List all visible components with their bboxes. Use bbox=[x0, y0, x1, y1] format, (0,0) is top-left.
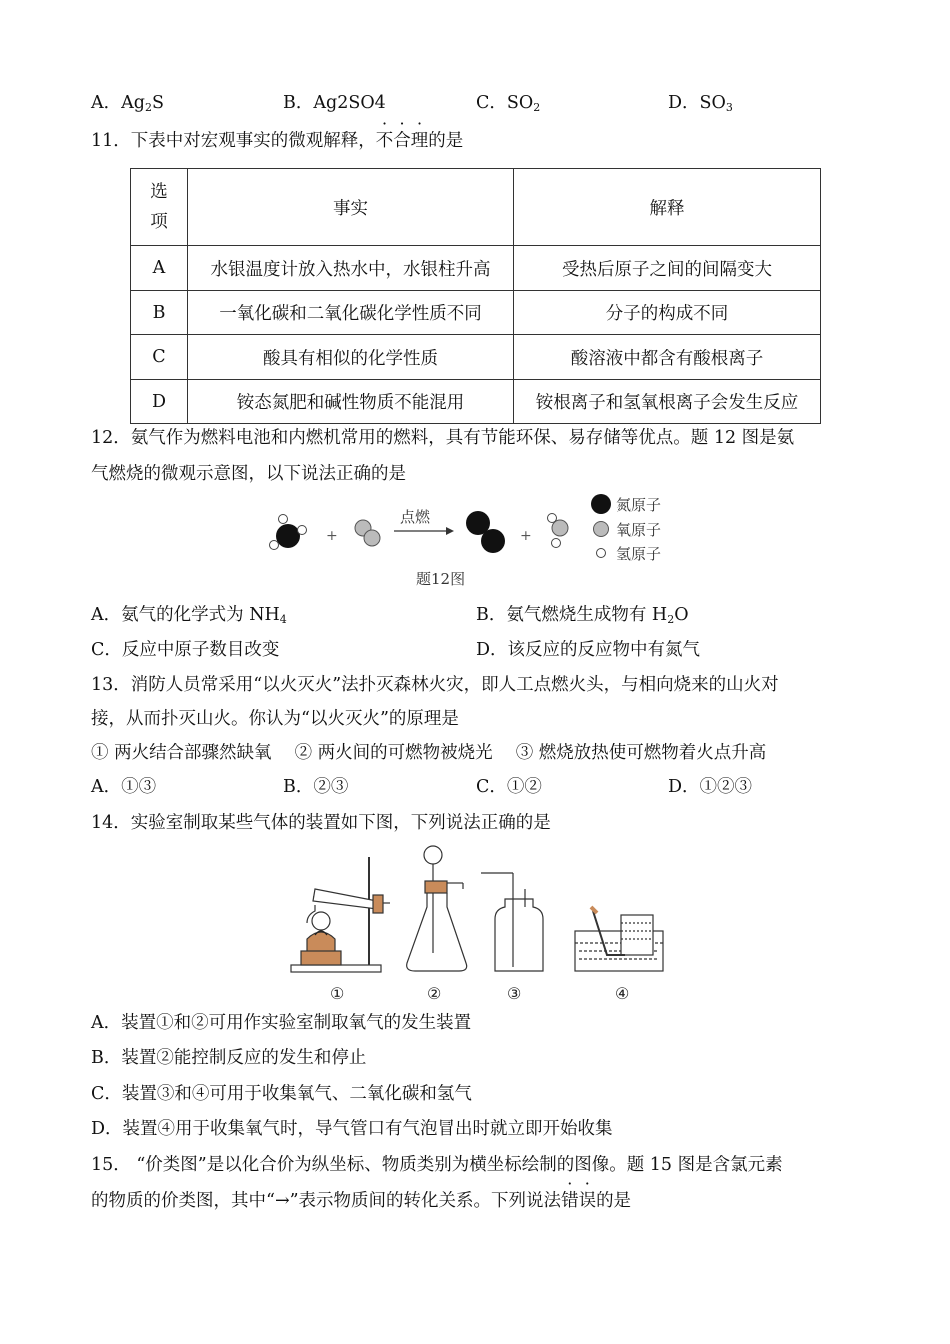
table-row bbox=[131, 335, 821, 380]
table-row bbox=[131, 291, 821, 335]
table-header-row bbox=[131, 169, 821, 246]
cell-fact: 水银温度计放入热水中，水银柱升高 bbox=[188, 246, 514, 291]
q12-option-c: C．反应中原子数目改变 bbox=[91, 640, 280, 660]
oxygen-molecule-icon bbox=[355, 520, 380, 546]
emphasis-char: 合 bbox=[393, 131, 411, 151]
cell-fact: 铵态氮肥和碱性物质不能混用 bbox=[188, 380, 514, 424]
header-fact: 事实 bbox=[188, 169, 514, 246]
cell-explanation: 酸溶液中都含有酸根离子 bbox=[514, 335, 821, 380]
q12-stem-line2: 气燃烧的微观示意图，以下说法正确的是 bbox=[91, 464, 406, 484]
reaction-arrow-icon bbox=[394, 527, 454, 535]
table-row bbox=[131, 246, 821, 291]
legend-nitrogen-label: 氮原子 bbox=[616, 496, 662, 514]
q14-apparatus-figure bbox=[285, 843, 670, 1005]
q12-option-a: A．氨气的化学式为 $NH_4$ bbox=[91, 605, 287, 626]
apparatus-label: ④ bbox=[615, 984, 630, 1003]
cell-option: A bbox=[131, 246, 188, 291]
arrow-label: 点燃 bbox=[400, 508, 431, 526]
header-explanation: 解释 bbox=[514, 169, 821, 246]
cell-option: C bbox=[131, 335, 188, 380]
water-molecule-icon bbox=[548, 514, 569, 548]
plus-sign: + bbox=[326, 528, 338, 544]
legend-nitrogen-icon bbox=[591, 494, 611, 514]
cell-explanation: 受热后原子之间的间隔变大 bbox=[514, 246, 821, 291]
heating-apparatus-icon bbox=[291, 857, 390, 972]
legend bbox=[591, 494, 661, 563]
q13-option-b: B．②③ bbox=[283, 777, 349, 797]
cell-fact: 一氧化碳和二氧化碳化学性质不同 bbox=[188, 291, 514, 335]
apparatus-label: ③ bbox=[507, 984, 522, 1003]
apparatus-label: ② bbox=[427, 984, 442, 1003]
q12-option-b: B．氨气燃烧生成物有 $H_2O$ bbox=[476, 605, 689, 626]
q10-option-b: B．Ag2SO4 bbox=[283, 93, 386, 113]
cell-fact: 酸具有相似的化学性质 bbox=[188, 335, 514, 380]
q14-option-a: A．装置①和②可用作实验室制取氧气的发生装置 bbox=[91, 1013, 472, 1033]
q14-option-b: B．装置②能控制反应的发生和停止 bbox=[91, 1048, 367, 1068]
legend-oxygen-icon bbox=[594, 522, 609, 537]
header-option: 选 项 bbox=[131, 169, 188, 246]
figure-caption: 题12图 bbox=[416, 570, 466, 588]
q14-option-d: D．装置④用于收集氧气时，导气管口有气泡冒出时就立即开始收集 bbox=[91, 1119, 613, 1139]
q13-stem-line1: 13．消防人员常采用“以火灭火”法扑灭森林火灾，即人工点燃火头，与相向烧来的山火对 bbox=[91, 675, 779, 695]
table-row bbox=[131, 380, 821, 424]
q11-table bbox=[130, 168, 821, 424]
emphasis-char: 错 bbox=[561, 1191, 579, 1211]
cell-explanation: 分子的构成不同 bbox=[514, 291, 821, 335]
cell-option: B bbox=[131, 291, 188, 335]
conical-flask-icon bbox=[407, 846, 467, 971]
ammonia-molecule-icon bbox=[270, 515, 307, 550]
q15-stem-line1: 15． “价类图”是以化合价为纵坐标、物质类别为横坐标绘制的图像。题 15 图是含氯元素 bbox=[91, 1155, 783, 1175]
q13-option-d: D．①②③ bbox=[668, 777, 753, 797]
legend-hydrogen-icon bbox=[597, 549, 606, 558]
q10-option-c: C．$SO_2$ bbox=[476, 93, 541, 114]
cell-explanation: 铵根离子和氢氧根离子会发生反应 bbox=[514, 380, 821, 424]
q15-stem-line2: 的物质的价类图，其中“→”表示物质间的转化关系。下列说法错误的是 bbox=[91, 1191, 632, 1211]
emphasis-char: 不 bbox=[375, 131, 394, 151]
plus-sign: + bbox=[520, 528, 532, 544]
q13-stem-line2: 接，从而扑灭山火。你认为“以火灭火”的原理是 bbox=[91, 709, 459, 729]
q13-option-a: A．①③ bbox=[91, 777, 157, 797]
q12-figure bbox=[262, 488, 682, 592]
water-trough-icon bbox=[575, 907, 663, 971]
q10-option-d: D．$SO_3$ bbox=[668, 93, 733, 114]
gas-bottle-icon bbox=[481, 873, 543, 971]
legend-oxygen-label: 氧原子 bbox=[616, 521, 662, 539]
q10-option-a: A．$Ag_2S$ bbox=[91, 93, 164, 114]
apparatus-label: ① bbox=[330, 984, 345, 1003]
legend-hydrogen-label: 氢原子 bbox=[616, 545, 662, 563]
emphasis-char: 理 bbox=[410, 131, 429, 151]
emphasis-char: 误 bbox=[578, 1191, 597, 1211]
q14-option-c: C．装置③和④可用于收集氧气、二氧化碳和氢气 bbox=[91, 1084, 472, 1104]
cell-option: D bbox=[131, 380, 188, 424]
q12-option-d: D．该反应的反应物中有氮气 bbox=[476, 640, 701, 660]
q11-stem: 11．下表中对宏观事实的微观解释，不合理的是 bbox=[91, 131, 464, 151]
q13-reasons: ① 两火结合部骤然缺氧 ② 两火间的可燃物被烧光 ③ 燃烧放热使可燃物着火点升高 bbox=[91, 743, 767, 763]
q14-stem: 14．实验室制取某些气体的装置如下图，下列说法正确的是 bbox=[91, 813, 551, 833]
q13-option-c: C．①② bbox=[476, 777, 542, 797]
q12-stem-line1: 12．氨气作为燃料电池和内燃机常用的燃料，具有节能环保、易存储等优点。题 12 图是氨 bbox=[91, 428, 795, 448]
nitrogen-molecule-icon bbox=[466, 511, 505, 553]
